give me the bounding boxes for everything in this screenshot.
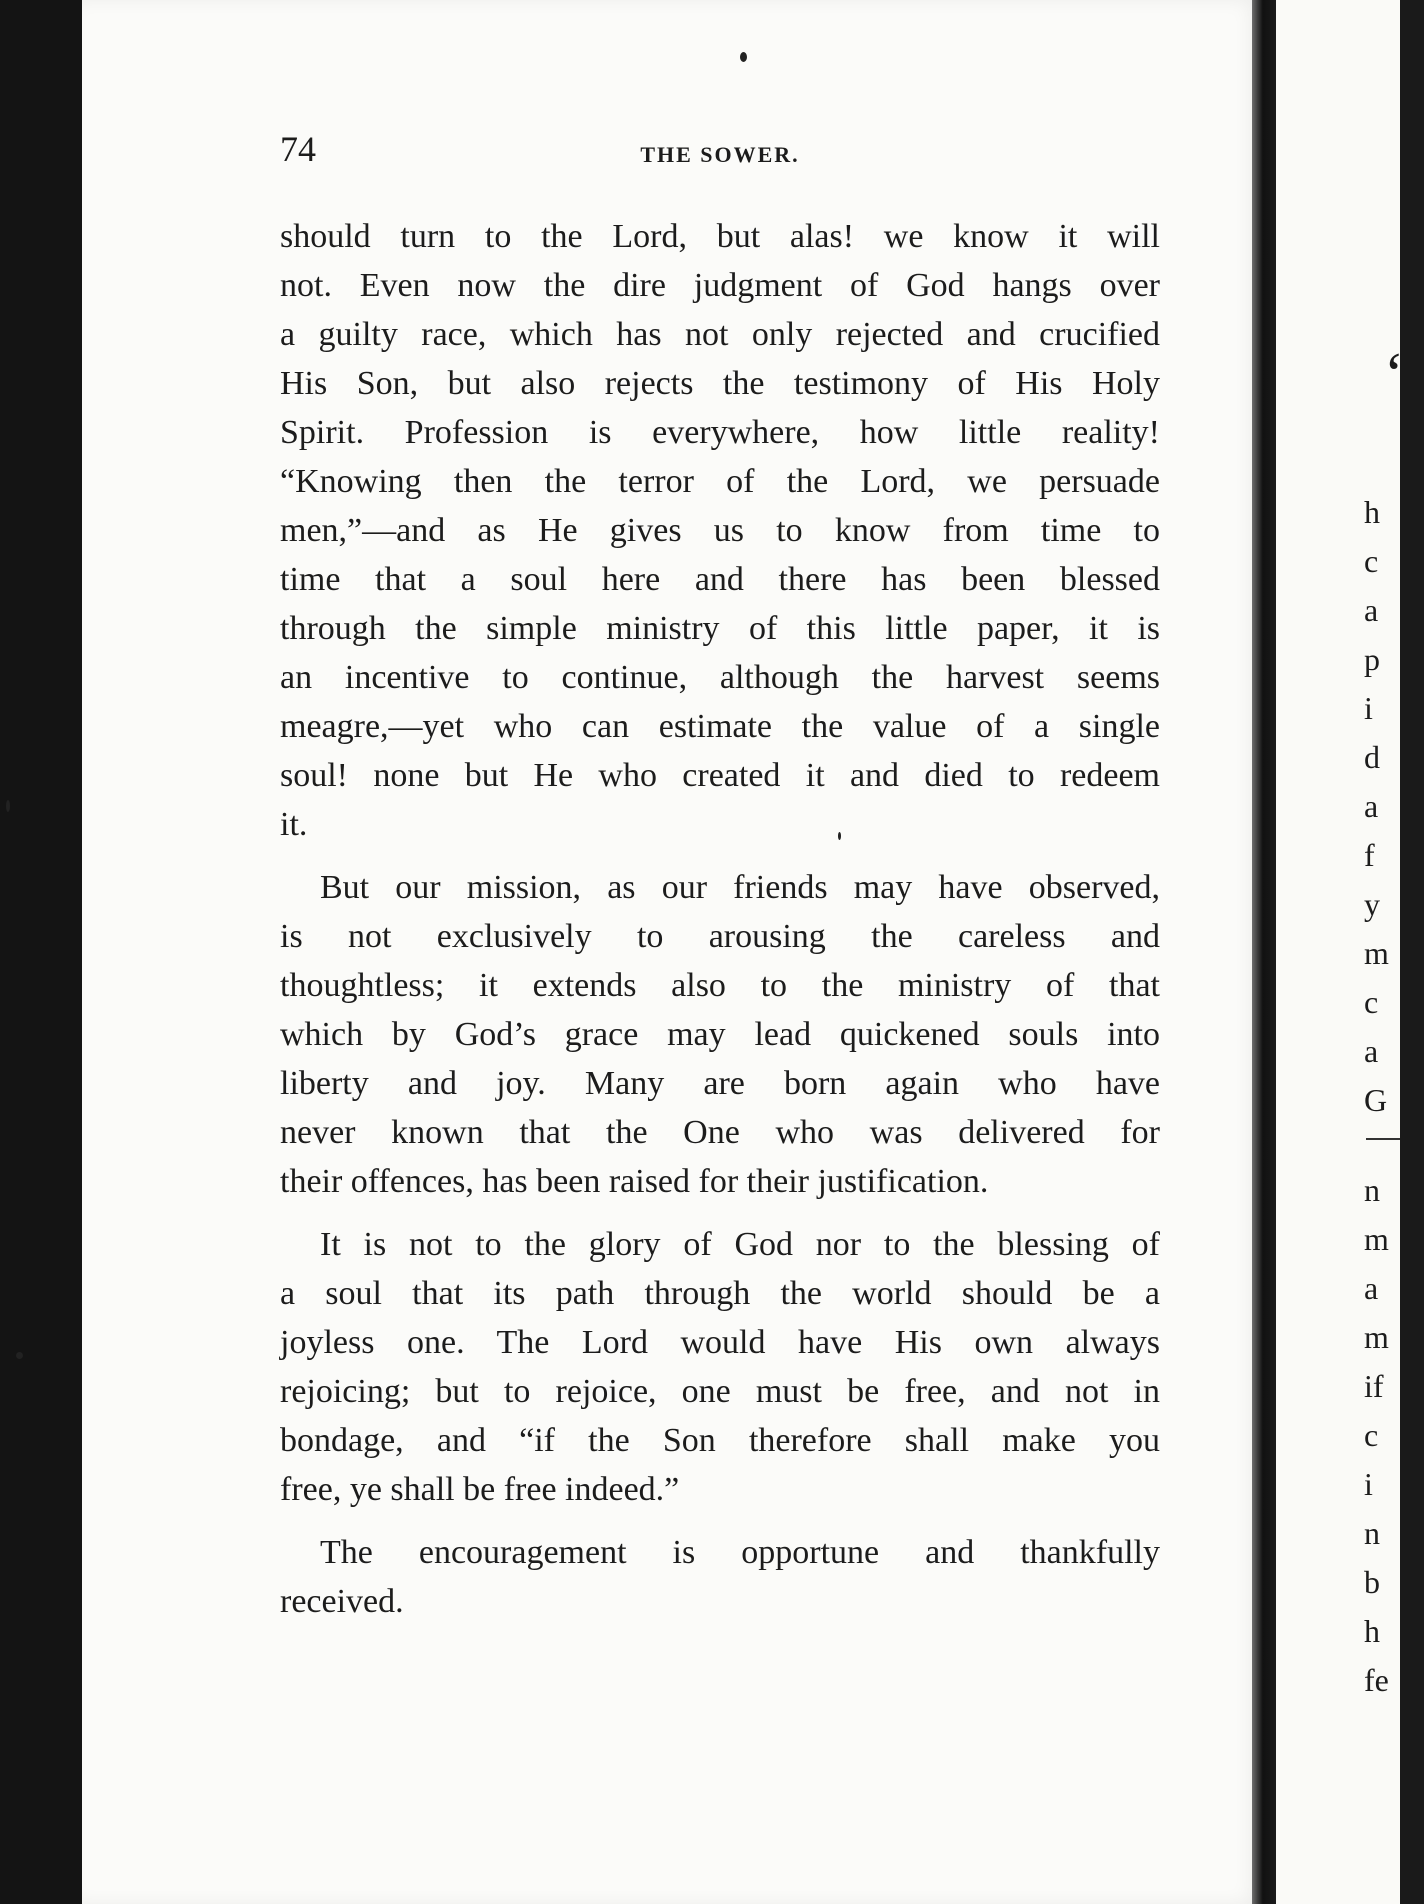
text-line: free, ye shall be free indeed.” <box>280 1471 680 1508</box>
facing-line-fragment: a <box>1364 788 1379 824</box>
text-line: an incentive to continue, although the harvest seems <box>280 659 1160 696</box>
page-body <box>280 212 1160 1640</box>
text-line: bondage, and “if the Son therefore shall make you <box>280 1422 1160 1459</box>
paragraph <box>280 212 1160 849</box>
text-line: thoughtless; it extends also to the ministry of that <box>280 967 1160 1004</box>
text-line: rejoicing; but to rejoice, one must be free, and not in <box>280 1373 1160 1410</box>
text-line: never known that the One who was delivered for <box>280 1114 1160 1151</box>
text-line: It is not to the glory of God nor to the blessing of <box>320 1226 1160 1263</box>
facing-page-rule <box>1366 1138 1400 1140</box>
facing-line-fragment: p <box>1364 641 1380 677</box>
scan-speck <box>16 1352 23 1359</box>
facing-line-fragment: a <box>1364 1270 1379 1306</box>
page-header <box>280 128 1160 178</box>
text-line: a guilty race, which has not only rejected and crucified <box>280 316 1160 353</box>
facing-line-fragment: c <box>1364 984 1379 1020</box>
text-line: it. <box>280 806 308 843</box>
facing-line-fragment: c <box>1364 1417 1379 1453</box>
facing-line-fragment: G <box>1364 1082 1388 1118</box>
text-line: The encouragement is opportune and thankfully <box>320 1534 1160 1571</box>
text-line: received. <box>280 1583 404 1620</box>
facing-line-fragment: b <box>1364 1564 1380 1600</box>
facing-line-fragment: m <box>1364 935 1389 971</box>
facing-line-fragment: fe <box>1364 1662 1389 1698</box>
paragraph <box>280 1528 1160 1626</box>
facing-line-fragment: m <box>1364 1319 1389 1355</box>
text-line: “Knowing then the terror of the Lord, we persuade <box>280 463 1160 500</box>
text-line: soul! none but He who created it and died to redeem <box>280 757 1160 794</box>
text-line: their offences, has been raised for their justification. <box>280 1163 989 1200</box>
text-line: joyless one. The Lord would have His own always <box>280 1324 1160 1361</box>
scan-speck <box>740 52 747 62</box>
scan-speck <box>6 800 10 812</box>
text-line: men,”—and as He gives us to know from time to <box>280 512 1160 549</box>
text-line: should turn to the Lord, but alas! we know it will <box>280 218 1160 255</box>
facing-line-fragment: i <box>1364 690 1373 726</box>
facing-line-fragment: a <box>1364 592 1379 628</box>
paragraph <box>280 1220 1160 1514</box>
facing-line-fragment: a <box>1364 1033 1379 1069</box>
page-number: 74 <box>280 129 316 169</box>
facing-line-fragment: y <box>1364 886 1380 922</box>
facing-line-fragment: n <box>1364 1515 1380 1551</box>
text-line: Spirit. Profession is everywhere, how little reality! <box>280 414 1160 451</box>
facing-line-fragment: c <box>1364 543 1379 579</box>
facing-line-fragment: if <box>1364 1368 1384 1404</box>
facing-line-fragment: f <box>1364 837 1375 873</box>
text-line: time that a soul here and there has been blessed <box>280 561 1160 598</box>
facing-page-fragments <box>1364 488 1424 1125</box>
running-head: THE SOWER. <box>640 142 800 167</box>
text-line: meagre,—yet who can estimate the value of a single <box>280 708 1160 745</box>
text-line: His Son, but also rejects the testimony of His Holy <box>280 365 1160 402</box>
facing-line-fragment: h <box>1364 1613 1380 1649</box>
text-line: which by God’s grace may lead quickened souls into <box>280 1016 1160 1053</box>
text-line: is not exclusively to arousing the careless and <box>280 918 1160 955</box>
book-gutter <box>1252 0 1276 1904</box>
facing-line-fragment: n <box>1364 1172 1380 1208</box>
text-line: not. Even now the dire judgment of God hangs over <box>280 267 1160 304</box>
text-line: But our mission, as our friends may have observed, <box>320 869 1160 906</box>
text-line: a soul that its path through the world should be a <box>280 1275 1160 1312</box>
facing-line-fragment: i <box>1364 1466 1373 1502</box>
facing-line-fragment: h <box>1364 494 1380 530</box>
paragraph <box>280 863 1160 1206</box>
text-line: through the simple ministry of this little paper, it is <box>280 610 1160 647</box>
facing-page-fragments-lower <box>1364 1166 1424 1705</box>
facing-line-fragment: d <box>1364 739 1380 775</box>
facing-line-fragment: m <box>1364 1221 1389 1257</box>
text-line: liberty and joy. Many are born again who have <box>280 1065 1160 1102</box>
facing-page-quote-mark: ‘ <box>1384 341 1404 407</box>
